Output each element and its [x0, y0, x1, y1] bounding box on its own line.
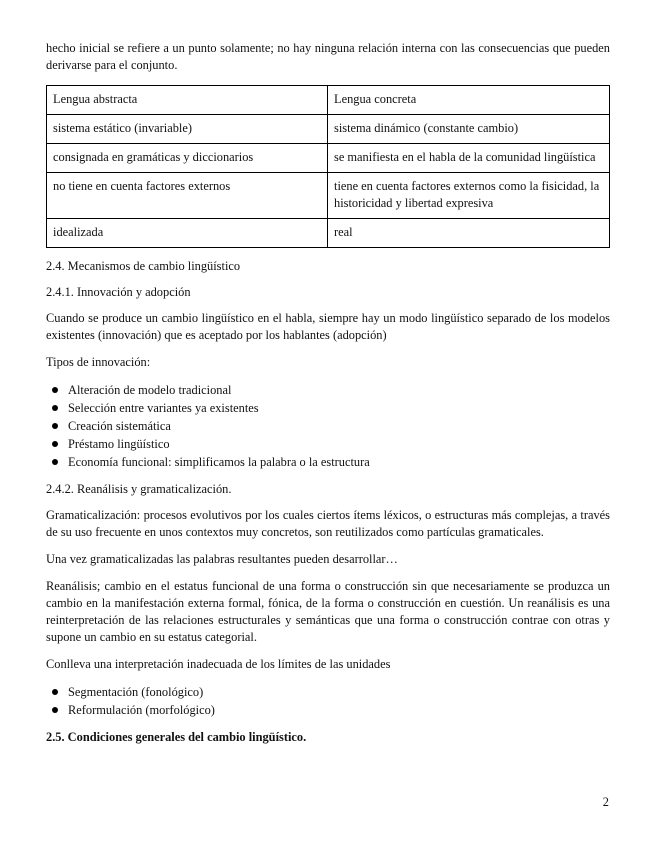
gramaticalizacion-paragraph: Gramaticalización: procesos evolutivos por los cuales ciertos ítems léxicos, o estructuras más complejas, a través de su uso frecuente en unos contextos muy concretos, son reutilizados como partículas gramaticales.	[46, 508, 610, 539]
table-row	[47, 144, 610, 173]
table-cell: sistema dinámico (constante cambio)	[328, 115, 610, 144]
list-item: Segmentación (fonológico)	[46, 683, 610, 701]
limites-list	[46, 683, 610, 719]
table-row	[47, 173, 610, 219]
table-cell: tiene en cuenta factores externos como la fisicidad, la historicidad y libertad expresiva	[328, 173, 610, 219]
list-item: Reformulación (morfológico)	[46, 701, 610, 719]
una-vez-paragraph: Una vez gramaticalizadas las palabras resultantes pueden desarrollar…	[46, 552, 398, 566]
list-item: Economía funcional: simplificamos la palabra o la estructura	[46, 453, 610, 471]
tipos-list	[46, 381, 610, 471]
tipos-label: Tipos de innovación:	[46, 355, 151, 369]
conlleva-paragraph: Conlleva una interpretación inadecuada de los límites de las unidades	[46, 657, 391, 671]
intro-paragraph: hecho inicial se refiere a un punto solamente; no hay ninguna relación interna con las consecuencias que pueden derivarse para el conjunto.	[46, 41, 610, 72]
table-row	[47, 115, 610, 144]
page-number: 2	[602, 795, 609, 809]
table-row	[47, 219, 610, 248]
list-item: Alteración de modelo tradicional	[46, 381, 610, 399]
list-item: Creación sistemática	[46, 417, 610, 435]
section-heading-2-4: 2.4. Mecanismos de cambio lingüístico	[46, 259, 241, 273]
table-cell: consignada en gramáticas y diccionarios	[47, 144, 328, 173]
table-cell: se manifiesta en el habla de la comunidad lingüística	[328, 144, 610, 173]
table-header-row	[47, 86, 610, 115]
section-heading-2-4-2: 2.4.2. Reanálisis y gramaticalización.	[46, 482, 232, 496]
section-heading-2-4-1: 2.4.1. Innovación y adopción	[46, 285, 191, 299]
document-page	[46, 40, 610, 746]
list-item: Préstamo lingüístico	[46, 435, 610, 453]
table-cell: real	[328, 219, 610, 248]
table-header-cell: Lengua concreta	[328, 86, 610, 115]
list-item: Selección entre variantes ya existentes	[46, 399, 610, 417]
table-cell: sistema estático (invariable)	[47, 115, 328, 144]
table-cell: no tiene en cuenta factores externos	[47, 173, 328, 219]
table-header-cell: Lengua abstracta	[47, 86, 328, 115]
innovacion-paragraph: Cuando se produce un cambio lingüístico en el habla, siempre hay un modo lingüístico separado de los modelos existentes (innovación) que es aceptado por los hablantes (adopción)	[46, 311, 610, 342]
section-heading-2-5: 2.5. Condiciones generales del cambio lingüístico.	[46, 730, 307, 744]
reanalisis-paragraph: Reanálisis; cambio en el estatus funcional de una forma o construcción sin que necesariamente se produzca un cambio en la manifestación externa formal, fónica, de la forma o construcción en cuestión. Un reanálisis es una reinterpretación de las relaciones estructurales y semánticas que una forma o construcción contrae con otras y supone un cambio en su estatus categorial.	[46, 579, 610, 644]
table-cell: idealizada	[47, 219, 328, 248]
comparison-table	[46, 85, 610, 248]
